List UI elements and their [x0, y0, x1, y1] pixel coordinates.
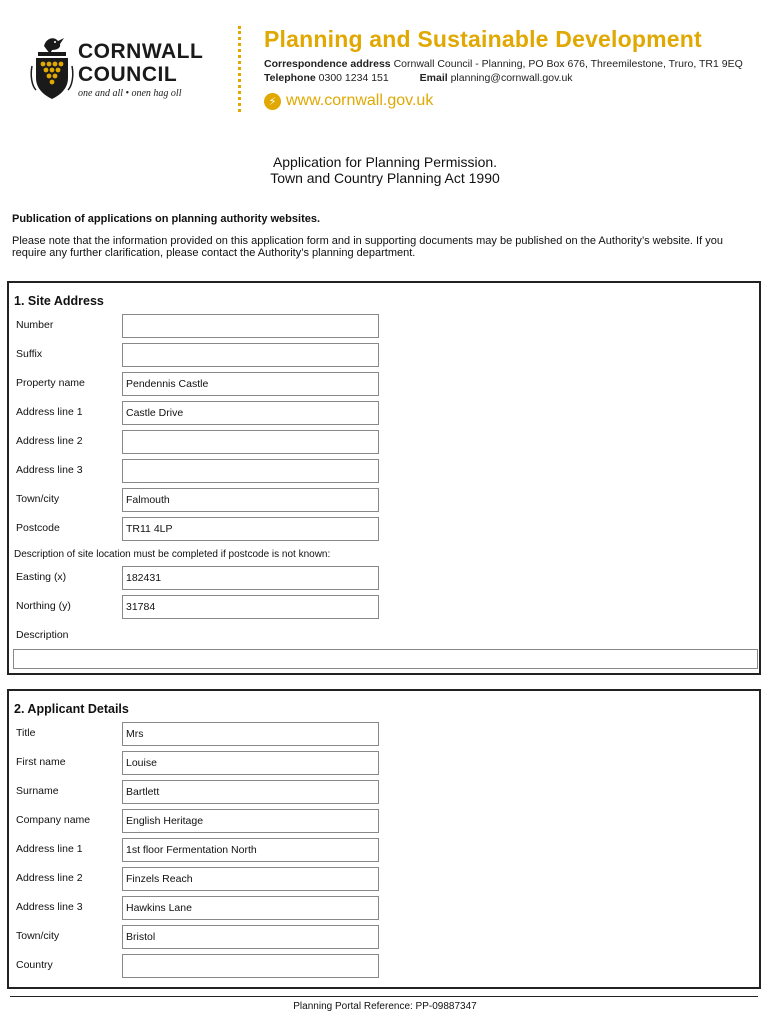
title-input[interactable]: Mrs [122, 722, 379, 746]
council-name-line2: COUNCIL [78, 63, 178, 86]
country-input[interactable] [122, 954, 379, 978]
northing-input[interactable]: 31784 [122, 595, 379, 619]
postcode-input[interactable]: TR11 4LP [122, 517, 379, 541]
address-line-3-input[interactable] [122, 459, 379, 483]
email-value[interactable]: planning@cornwall.gov.uk [450, 72, 573, 84]
publication-heading: Publication of applications on planning authority websites. [12, 213, 321, 225]
description-label: Description [16, 629, 69, 641]
correspondence-label: Correspondence address [264, 58, 391, 70]
northing-label: Northing (y) [16, 600, 71, 612]
easting-input[interactable]: 182431 [122, 566, 379, 590]
number-input[interactable] [122, 314, 379, 338]
address-line-1-label: Address line 1 [16, 406, 83, 418]
form-title-line1: Application for Planning Permission. [272, 154, 498, 170]
property-name-label: Property name [16, 377, 85, 389]
contact-line [264, 72, 573, 84]
country-label: Country [16, 959, 53, 971]
town-city-label: Town/city [16, 493, 60, 505]
first-name-input[interactable]: Louise [122, 751, 379, 775]
applicant-town-city-input[interactable]: Bristol [122, 925, 379, 949]
location-note: Description of site location must be completed if postcode is not known: [14, 549, 331, 560]
applicant-address-line-2-label: Address line 2 [16, 872, 83, 884]
applicant-address-line-1-label: Address line 1 [16, 843, 83, 855]
easting-label: Easting (x) [16, 571, 67, 583]
address-line-2-label: Address line 2 [16, 435, 83, 447]
form-title-line2: Town and Country Planning Act 1990 [270, 170, 500, 186]
postcode-label: Postcode [16, 522, 60, 534]
applicant-details-section [7, 689, 761, 989]
council-motto: one and all • onen hag oll [78, 88, 182, 99]
telephone-value: 0300 1234 151 [318, 72, 389, 84]
portal-reference: Planning Portal Reference: PP-09887347 [293, 1001, 477, 1012]
council-logo [30, 32, 235, 112]
applicant-address-line-2-input[interactable]: Finzels Reach [122, 867, 379, 891]
website-link[interactable] [264, 92, 433, 110]
site-address-section [7, 281, 761, 675]
telephone-label: Telephone [264, 72, 316, 84]
applicant-address-line-3-input[interactable]: Hawkins Lane [122, 896, 379, 920]
council-name-line1: CORNWALL [78, 40, 204, 63]
suffix-input[interactable] [122, 343, 379, 367]
description-input[interactable] [13, 649, 758, 669]
section-title: 1. Site Address [14, 294, 104, 308]
applicant-address-line-1-input[interactable]: 1st floor Fermentation North [122, 838, 379, 862]
publication-text: Please note that the information provided on this application form and in supporting documents may be published on the Authority’s website. If you require any further clarification, please contact the Authority’s planning department. [12, 235, 723, 259]
header-divider [238, 26, 241, 112]
applicant-town-city-label: Town/city [16, 930, 60, 942]
surname-label: Surname [16, 785, 59, 797]
lightning-icon: ⚡ [264, 93, 281, 110]
footer-divider [10, 996, 758, 997]
title-label: Title [16, 727, 36, 739]
suffix-label: Suffix [16, 348, 43, 360]
number-label: Number [16, 319, 54, 331]
department-title: Planning and Sustainable Development [264, 26, 702, 52]
first-name-label: First name [16, 756, 66, 768]
email-label: Email [419, 72, 448, 84]
town-city-input[interactable]: Falmouth [122, 488, 379, 512]
address-line-2-input[interactable] [122, 430, 379, 454]
company-name-label: Company name [16, 814, 91, 826]
applicant-address-line-3-label: Address line 3 [16, 901, 83, 913]
address-line-1-input[interactable]: Castle Drive [122, 401, 379, 425]
section-title: 2. Applicant Details [14, 702, 129, 716]
surname-input[interactable]: Bartlett [122, 780, 379, 804]
correspondence-value: Cornwall Council - Planning, PO Box 676, Threemilestone, Truro, TR1 9EQ [393, 58, 743, 70]
address-line-3-label: Address line 3 [16, 464, 83, 476]
cornwall-crest-icon [30, 32, 74, 102]
website-text[interactable]: www.cornwall.gov.uk [286, 92, 434, 109]
company-name-input[interactable]: English Heritage [122, 809, 379, 833]
property-name-input[interactable]: Pendennis Castle [122, 372, 379, 396]
email-group [420, 72, 573, 84]
correspondence-address [264, 58, 743, 70]
